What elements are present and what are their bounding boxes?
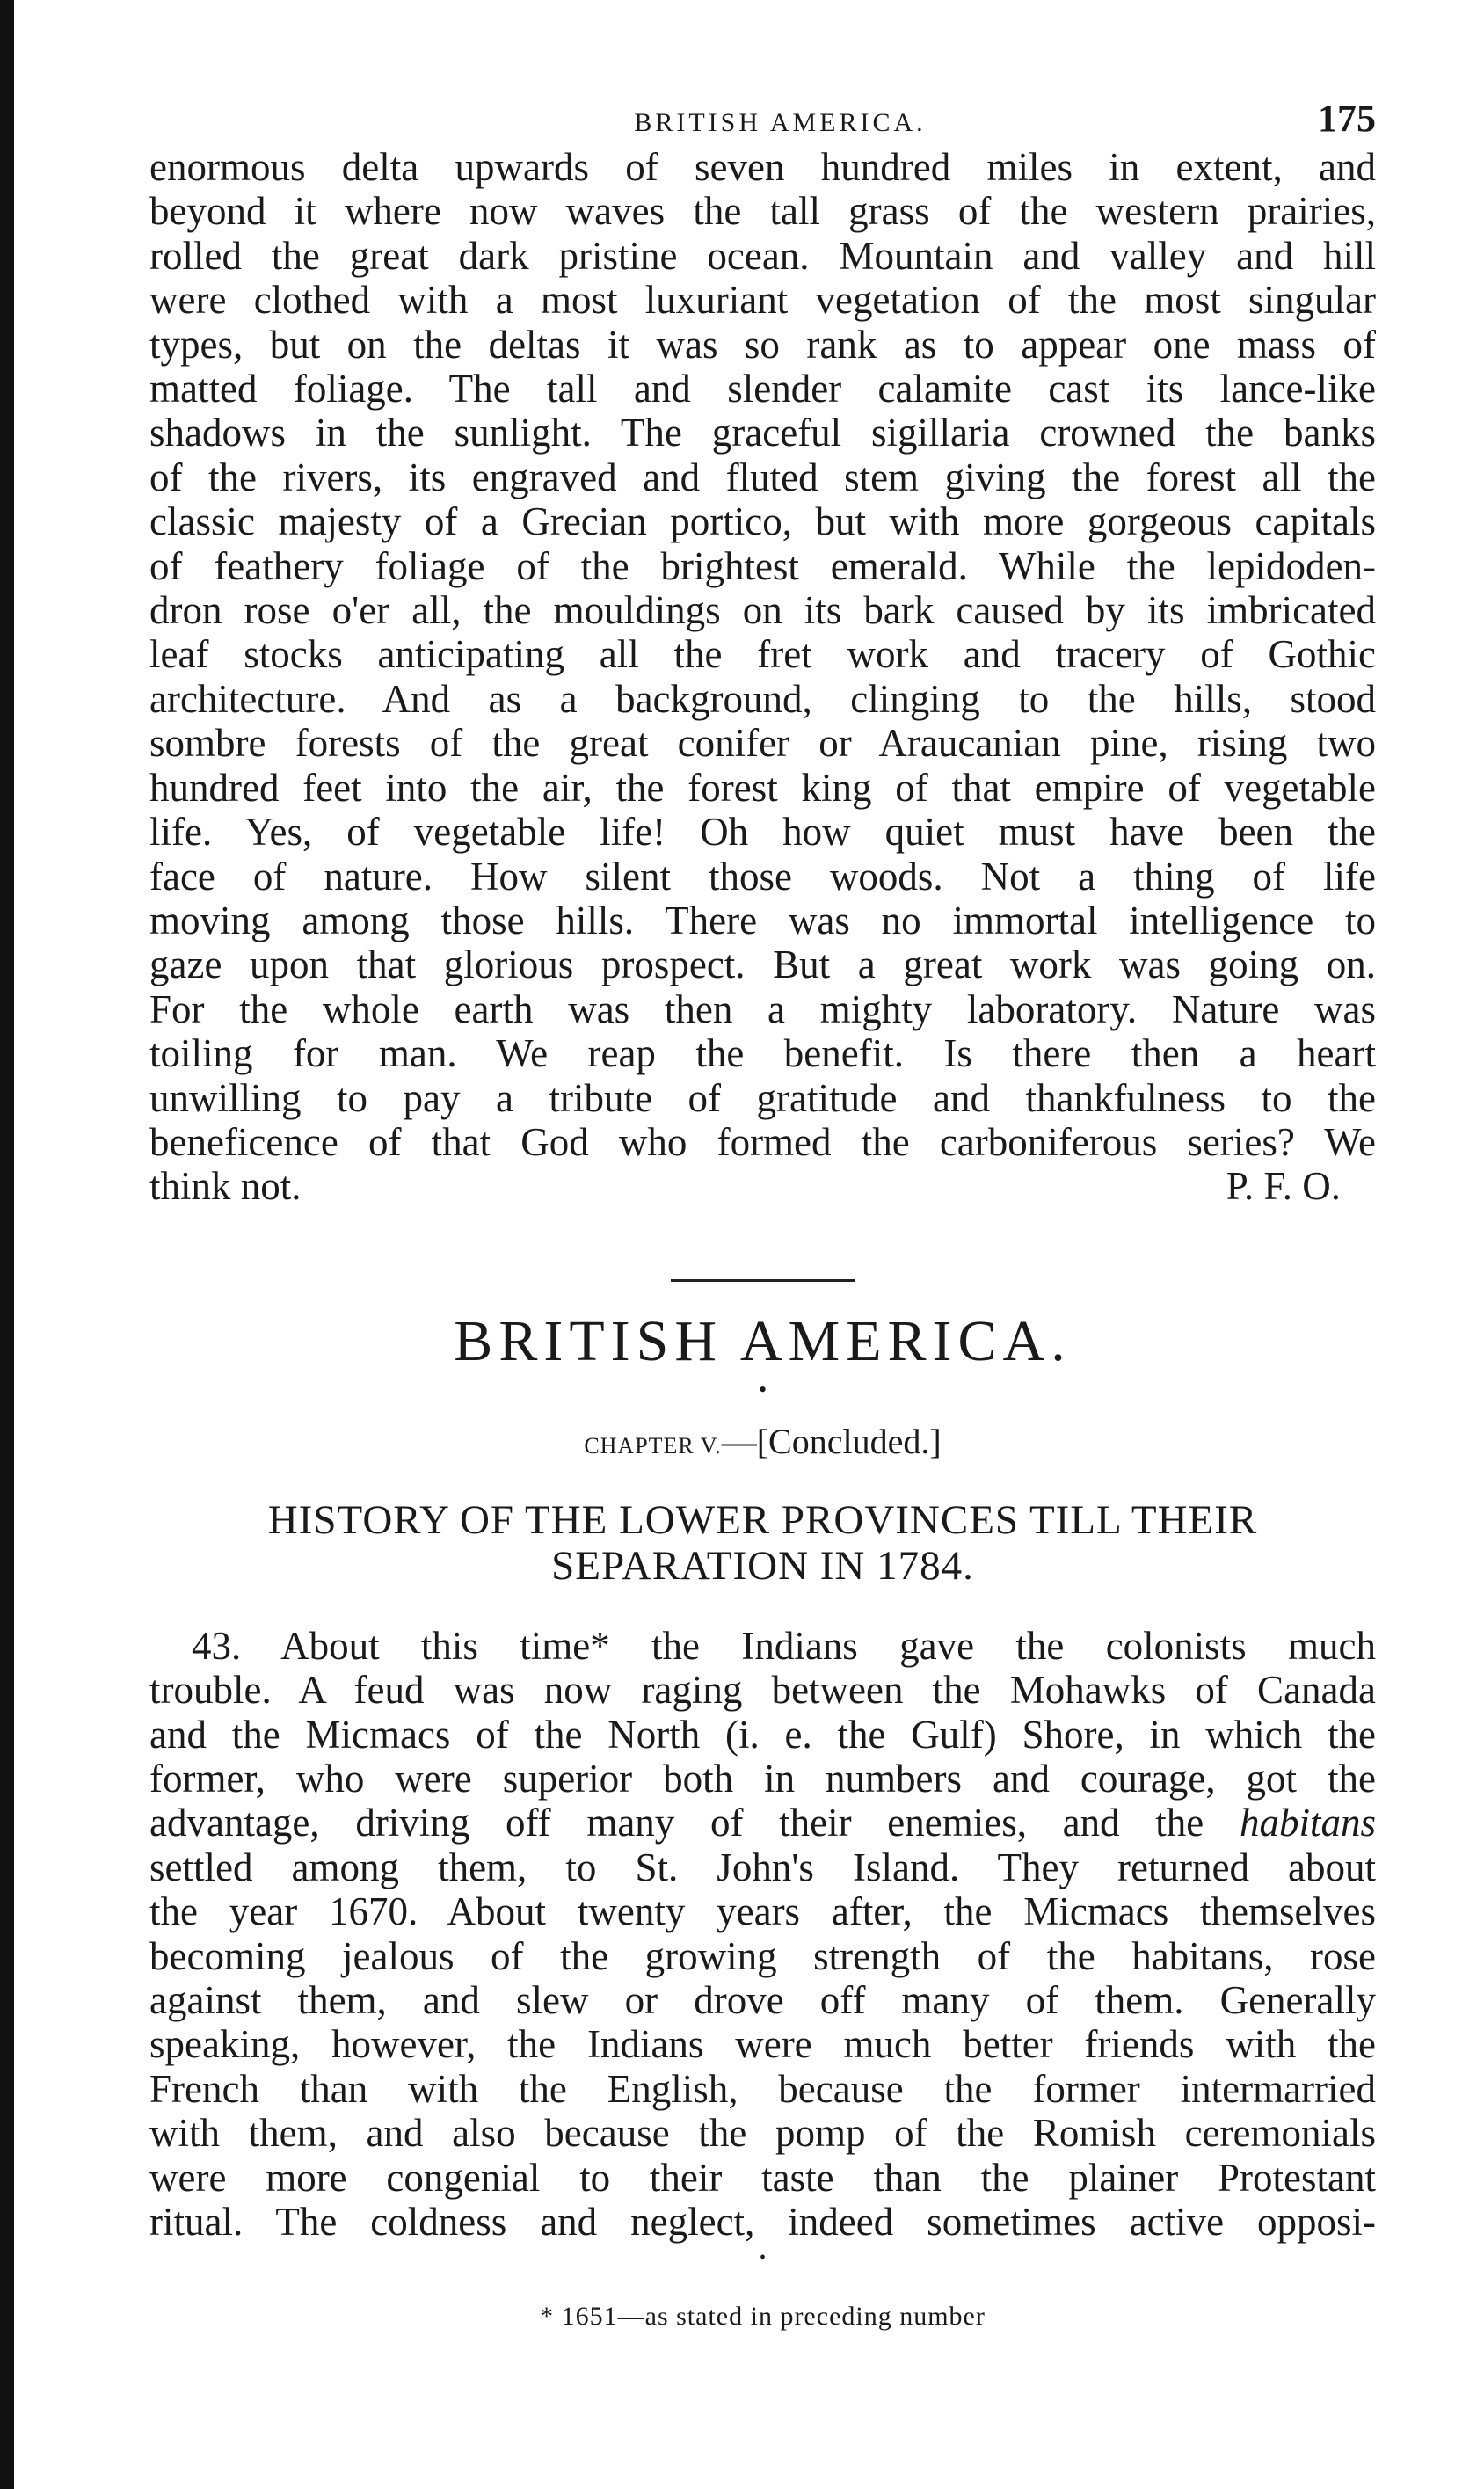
running-head-title: BRITISH AMERICA. xyxy=(634,108,927,137)
chapter-note: —[Concluded.] xyxy=(721,1421,942,1461)
text-line: shadows in the sunlight. The graceful sigillaria crowned the banks xyxy=(149,411,1376,455)
text-line: moving among those hills. There was no immortal intelligence to xyxy=(149,898,1376,942)
text-line: rolled the great dark pristine ocean. Mountain and valley and hill xyxy=(149,233,1376,278)
closing-line xyxy=(149,1164,1376,1208)
text-line: former, who were superior both in numbers and courage, got the xyxy=(149,1756,1376,1801)
running-head xyxy=(149,84,1376,145)
text-line: settled among them, to St. John's Island. They returned about xyxy=(149,1845,1376,1889)
closing-text: think not. xyxy=(149,1164,302,1209)
text-line-content: advantage, driving off many of their enemies, and the xyxy=(149,1801,1240,1845)
chapter-label: CHAPTER V. xyxy=(584,1432,722,1459)
text-line xyxy=(149,1624,1376,1668)
page-number: 175 xyxy=(1318,97,1376,140)
italic-word: habitans xyxy=(1239,1801,1376,1845)
text-line: beyond it where now waves the tall grass of the western prairies, xyxy=(149,189,1376,234)
text-line: trouble. A feud was now raging between the Mohawks of Canada xyxy=(149,1668,1376,1713)
text-line: architecture. And as a background, clinging to the hills, stood xyxy=(149,676,1376,721)
text-line: types, but on the deltas it was so rank as to appear one mass of xyxy=(149,322,1376,367)
heading-line: SEPARATION IN 1784. xyxy=(551,1542,974,1589)
text-line xyxy=(149,1801,1376,1845)
text-line: French than with the English, because the former intermarried xyxy=(149,2066,1376,2111)
text-line: For the whole earth was then a mighty laboratory. Nature was xyxy=(149,986,1376,1031)
text-line: ritual. The coldness and neglect, indeed sometimes active opposi- xyxy=(149,2200,1376,2245)
ornament-dot: • xyxy=(758,1376,767,1402)
text-line: hundred feet into the air, the forest king of that empire of vegetable xyxy=(149,765,1376,810)
footnote-ornament-dot: • xyxy=(759,2248,766,2268)
text-line: were more congenial to their taste than the plainer Protestant xyxy=(149,2155,1376,2200)
text-line: dron rose o'er all, the mouldings on its bark caused by its imbricated xyxy=(149,588,1376,633)
text-line: toiling for man. We reap the benefit. Is there then a heart xyxy=(149,1031,1376,1076)
text-line: speaking, however, the Indians were much better friends with the xyxy=(149,2022,1376,2067)
heading-line: HISTORY OF THE LOWER PROVINCES TILL THEIR xyxy=(267,1496,1258,1543)
book-page xyxy=(149,84,1376,2332)
text-line: becoming jealous of the growing strength of the habitans, rose xyxy=(149,1933,1376,1978)
text-line: matted foliage. The tall and slender calamite cast its lance-like xyxy=(149,367,1376,411)
text-line: beneficence of that God who formed the carboniferous series? We xyxy=(149,1119,1376,1164)
text-line: classic majesty of a Grecian portico, but with more gorgeous capitals xyxy=(149,499,1376,544)
text-line: sombre forests of the great conifer or Araucanian pine, rising two xyxy=(149,721,1376,766)
text-line: life. Yes, of vegetable life! Oh how quiet must have been the xyxy=(149,810,1376,855)
text-line: enormous delta upwards of seven hundred miles in extent, and xyxy=(149,145,1376,189)
history-heading xyxy=(149,1497,1376,1589)
article-two-paragraph xyxy=(149,1624,1376,2245)
text-line: of the rivers, its engraved and fluted stem giving the forest all the xyxy=(149,455,1376,499)
text-line: leaf stocks anticipating all the fret work and tracery of Gothic xyxy=(149,632,1376,677)
text-line: against them, and slew or drove off many of them. Generally xyxy=(149,1978,1376,2022)
text-line: and the Micmacs of the North (i. e. the Gulf) Shore, in which the xyxy=(149,1712,1376,1757)
section-divider xyxy=(671,1279,855,1282)
chapter-heading xyxy=(149,1421,1376,1462)
page-binding-edge xyxy=(0,0,14,2489)
text-line-content: 43. About this time* the Indians gave the colonists much xyxy=(192,1623,1376,1668)
text-line: the year 1670. About twenty years after, the Micmacs themselves xyxy=(149,1889,1376,1934)
author-signature: P. F. O. xyxy=(1226,1164,1341,1209)
text-line: with them, and also because the pomp of the Romish ceremonials xyxy=(149,2111,1376,2156)
text-line: were clothed with a most luxuriant vegetation of the most singular xyxy=(149,278,1376,323)
text-line: of feathery foliage of the brightest emerald. While the lepidoden- xyxy=(149,543,1376,588)
text-line: gaze upon that glorious prospect. But a great work was going on. xyxy=(149,942,1376,987)
text-line: face of nature. How silent those woods. Not a thing of life xyxy=(149,854,1376,899)
footnote: * 1651—as stated in preceding number xyxy=(540,2302,986,2332)
article-one-paragraph xyxy=(149,145,1376,1209)
section-title: BRITISH AMERICA. xyxy=(454,1308,1072,1373)
text-line: unwilling to pay a tribute of gratitude and thankfulness to the xyxy=(149,1075,1376,1120)
